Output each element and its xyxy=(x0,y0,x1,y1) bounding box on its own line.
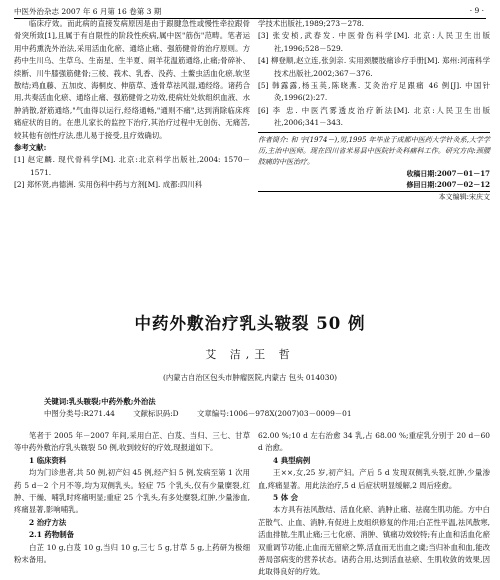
article-affiliation: (内蒙古自治区包头市肿瘤医院,内蒙古 包头 014030) xyxy=(162,373,338,382)
section-heading: 2 治疗方法 xyxy=(29,517,67,527)
article-authors: 艾 洁,王 哲 xyxy=(205,348,295,361)
editor-credit: 本文编辑:宋庆文 xyxy=(438,192,490,201)
references-heading: 参考文献: xyxy=(14,143,47,153)
section-heading: 4 典型病例 xyxy=(273,455,311,465)
article-title: 中药外敷治疗乳头皲裂 50 例 xyxy=(134,314,366,333)
journal-issue: 中医外治杂志 2007 年 6 月第 16 卷第 3 期 xyxy=(14,7,162,16)
clc-number: 中图分类号:R271.44 xyxy=(44,409,115,418)
reference-item: [4] 柳登顺,赵立连,张剑亲. 实用颈腰肢痛诊疗手册[M]. 郑州:河南科学技术出版社,2002;367－376. xyxy=(258,56,490,78)
document-code: 文献标识码:D xyxy=(133,409,179,418)
section-heading: 2.1 药物制备 xyxy=(29,530,74,540)
author-bio: 作者简介: 和 宇(1974－),男,1995 年毕业于成都中医药大学针灸系,大学学历,主治中医师。现在四川省米易县中医院针灸科痛科工作。研究方向:颈腰肢痛的中医治疗。 xyxy=(258,135,490,166)
body-paragraph: 62.00 %;10 d 左右治愈 34 乳,占 68.00 %;重症乳分别于 20 d－60 d 治愈。 xyxy=(258,431,490,453)
reference-item: [1] 赵定麟. 现代骨科学[M]. 北京:北京科学出版社,2004: 1570－1571. xyxy=(14,155,250,177)
bio-divider xyxy=(258,132,490,133)
body-paragraph: 笔者于 2005 年－2007 年间,采用白芷、白芨、当归、三七、甘草等中药外敷治疗乳头皲裂 50 例,收到较好的疗效,现报道如下。 xyxy=(14,431,250,453)
body-paragraph: 王××,女,25 岁,初产妇。产后 5 d 发现双侧乳头裂,红肿,少量渗血,疼痛显著。用此法治疗,5 d 后症状明显缓解,2 周后痊愈。 xyxy=(258,468,490,490)
article-left-column xyxy=(14,430,250,566)
references-list-left xyxy=(14,154,250,191)
body-paragraph: 均为门诊患者,共 50 例,初产妇 45 例,经产妇 5 例,发病至第 1 次用药 5 d－2 个月不等,均为双侧乳头。轻症 75 个乳头,仅有少量糜裂,红肿、干燥、哺乳时疼痛明显;重症 25 个乳头,有多处糜裂,红肿,少量渗血,疼痛显著,影响哺乳。 xyxy=(14,468,250,515)
body-paragraph: 本方具有祛风散结、活血化瘀、消肿止痛、祛腐生肌功能。方中白芷散气、止血、消肿,有促进上皮组织修复的作用;白芷性平温,祛风散寒,活血排脓,生肌止痛;三七化瘀、消肿、镇痛功效较特;有止血和活血化瘀双重调节功能,止血而无留瘀之弊,活血而无出血之虞;当归补血和血,能改善局部病变的营养状态。诸药合用,达到活血祛瘀、生肌收敛的效果,因此取得良好的疗效。 xyxy=(258,505,490,577)
section-heading: 1 临床资料 xyxy=(29,455,67,465)
reference-item: [3] 张安桢,武春发. 中医骨伤科学[M]. 北京:人民卫生出版社,1996;528－529. xyxy=(258,31,490,53)
keywords: 关键词:乳头皲裂;中药外敷;外治法 xyxy=(44,397,156,406)
received-date: 收稿日期:2007－01－17 xyxy=(406,168,490,178)
article-dates xyxy=(258,168,490,203)
body-paragraph: 白芷 10 g,白芨 10 g,当归 10 g,三七 5 g,甘草 5 g,上药研为极细粉末备用。 xyxy=(14,542,250,565)
revised-date: 修回日期:2007－02－12 xyxy=(406,179,490,189)
article-right-column xyxy=(258,430,490,579)
article-id: 文章编号:1006－978X(2007)03－0009－01 xyxy=(196,409,352,418)
references-list-right xyxy=(258,18,490,130)
prev-article-left-column xyxy=(14,18,250,192)
prev-article-paragraph: 临床疗效。而此病的直接发病原因是由于跟腱急性或慢性牵拉跟骨骨突所致[1],且属于有自限性的阶段性疾病,属中医"筋伤"范畴。笔者运用中药熏洗外治法,采用活血化瘀、通络止痛、强筋健骨的治疗原则。方药中生川乌、生草乌、生南星、生半夏、闹羊花温筋通络,止痛;骨碎补、续断、川牛膝强筋健骨;三棱、莪术、乳香、没药、土鳖虫活血化瘀,软坚散结;鸡血藤、五加皮、海桐皮、伸筋草、透骨草祛风湿,通经络。诸药合用,共奏活血化瘀、通络止痛、强筋健骨之功效,使病灶处软组织血液、水肿消散,舒筋通络,"气血得以运行,经络通畅,"通则不痛",达到消除临床疼痛症状的目的。在患儿家长的监控下治疗,其治疗过程中无创伤、无痛苦,较其他有创性疗法,患儿易于接受,且疗效确切。 xyxy=(14,19,250,140)
reference-item: [2] 郑怀贤,冉德洲. 实用伤科中药与方剂[M]. 成都:四川科 xyxy=(14,180,203,190)
section-heading: 5 体 会 xyxy=(273,493,299,503)
page-number: · 9 · xyxy=(469,6,484,15)
reference-item: [6] 李 忠. 中医汽雾透皮治疗新法[M]. 北京:人民卫生出版社,2006;341－343. xyxy=(258,105,490,128)
reference-item: [5] 韩露露,杨玉英,陈晓燕. 艾灸治疗足跟痛 46 例[J]. 中国针灸,1996(2):27. xyxy=(258,81,490,103)
reference-item: 学技术出版社,1989;273－278. xyxy=(258,19,364,28)
prev-article-right-column xyxy=(258,18,490,203)
article-metadata xyxy=(44,408,484,420)
